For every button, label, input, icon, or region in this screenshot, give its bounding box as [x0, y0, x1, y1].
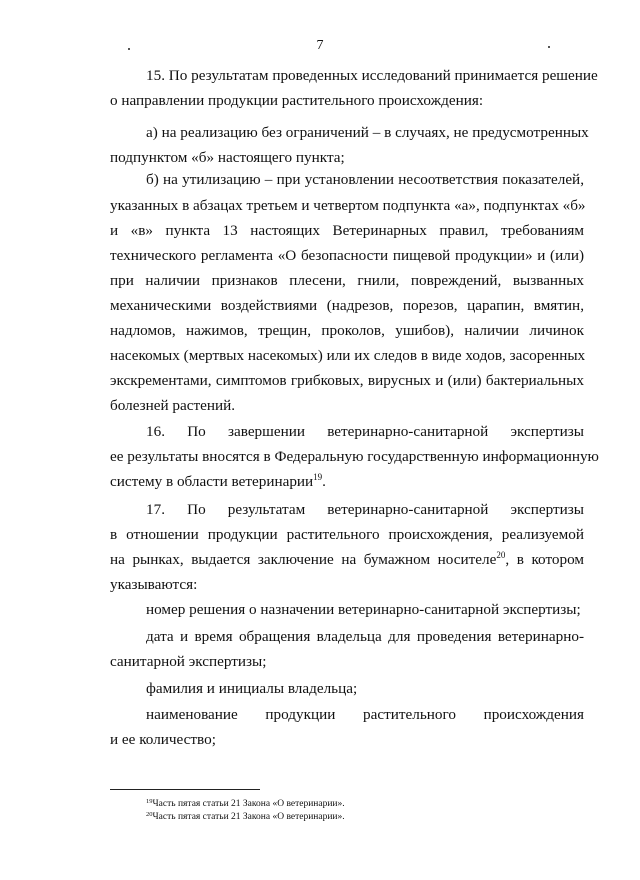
footnote-text: Часть пятая статьи 21 Закона «О ветеринарии».: [152, 799, 345, 809]
paragraph-line: подпунктом «б» настоящего пункта;: [110, 149, 345, 166]
paragraph-text: , в котором: [505, 551, 584, 568]
paragraph-line: фамилия и инициалы владельца;: [146, 680, 358, 697]
paragraph-text: систему в области ветеринарии: [110, 473, 314, 490]
footnote-text: Часть пятая статьи 21 Закона «О ветеринарии».: [152, 812, 345, 822]
paragraph-line: болезней растений.: [110, 397, 236, 414]
page-number: 7: [316, 38, 324, 53]
paragraph-line: ее результаты вносятся в Федеральную государственную информационную: [110, 448, 599, 465]
footnote: [146, 798, 345, 810]
paragraph-line: в отношении продукции растительного происхождения, реализуемой: [110, 526, 584, 543]
paragraph-line: номер решения о назначении ветеринарно-санитарной экспертизы;: [146, 601, 581, 618]
paragraph-line: 17. По результатам ветеринарно-санитарной экспертизы: [146, 501, 584, 518]
paragraph-line: технического регламента «О безопасности пищевой продукции» и (или): [110, 247, 584, 264]
footnote-divider: [110, 789, 260, 790]
footnote: [146, 811, 345, 823]
scan-speck: [128, 48, 130, 50]
paragraph-line: насекомых (мертвых насекомых) или их следов в виде ходов, засоренных: [110, 347, 586, 364]
paragraph-line: указываются:: [110, 576, 198, 593]
footnote-mark: 20: [146, 811, 153, 818]
scan-speck: [548, 46, 550, 48]
paragraph-line: надломов, нажимов, трещин, проколов, ушибов), наличии личинок: [110, 322, 584, 339]
paragraph-line: [110, 472, 584, 492]
paragraph-line: механическими воздействиями (надрезов, порезов, царапин, вмятин,: [110, 297, 584, 314]
paragraph-text: на рынках, выдается заключение на бумажном носителе: [110, 551, 497, 568]
paragraph-line: 15. По результатам проведенных исследований принимается решение: [146, 67, 598, 84]
paragraph-line: экскрементами, симптомов грибковых, вирусных и (или) бактериальных: [110, 372, 584, 389]
paragraph-line: б) на утилизацию – при установлении несоответствия показателей,: [146, 171, 584, 188]
paragraph-line: санитарной экспертизы;: [110, 653, 267, 670]
paragraph-line: при наличии признаков плесени, гнили, повреждений, вызванных: [110, 272, 584, 289]
footnote-ref: 20: [496, 550, 506, 560]
paragraph-text: .: [322, 473, 326, 490]
paragraph-line: наименование продукции растительного происхождения: [146, 706, 584, 723]
paragraph-line: и ее количество;: [110, 731, 216, 748]
paragraph-line: а) на реализацию без ограничений – в случаях, не предусмотренных: [146, 124, 589, 141]
footnote-mark: 19: [146, 798, 153, 805]
paragraph-line: о направлении продукции растительного происхождения:: [110, 92, 484, 109]
paragraph-line: и «в» пункта 13 настоящих Ветеринарных правил, требованиям: [110, 222, 584, 239]
footnote-ref: 19: [313, 472, 323, 482]
paragraph-line: 16. По завершении ветеринарно-санитарной экспертизы: [146, 423, 584, 440]
paragraph-line: указанных в абзацах третьем и четвертом подпункта «а», подпунктах «б»: [110, 197, 586, 214]
paragraph-line: [110, 550, 584, 570]
paragraph-line: дата и время обращения владельца для проведения ветеринарно-: [146, 628, 584, 645]
